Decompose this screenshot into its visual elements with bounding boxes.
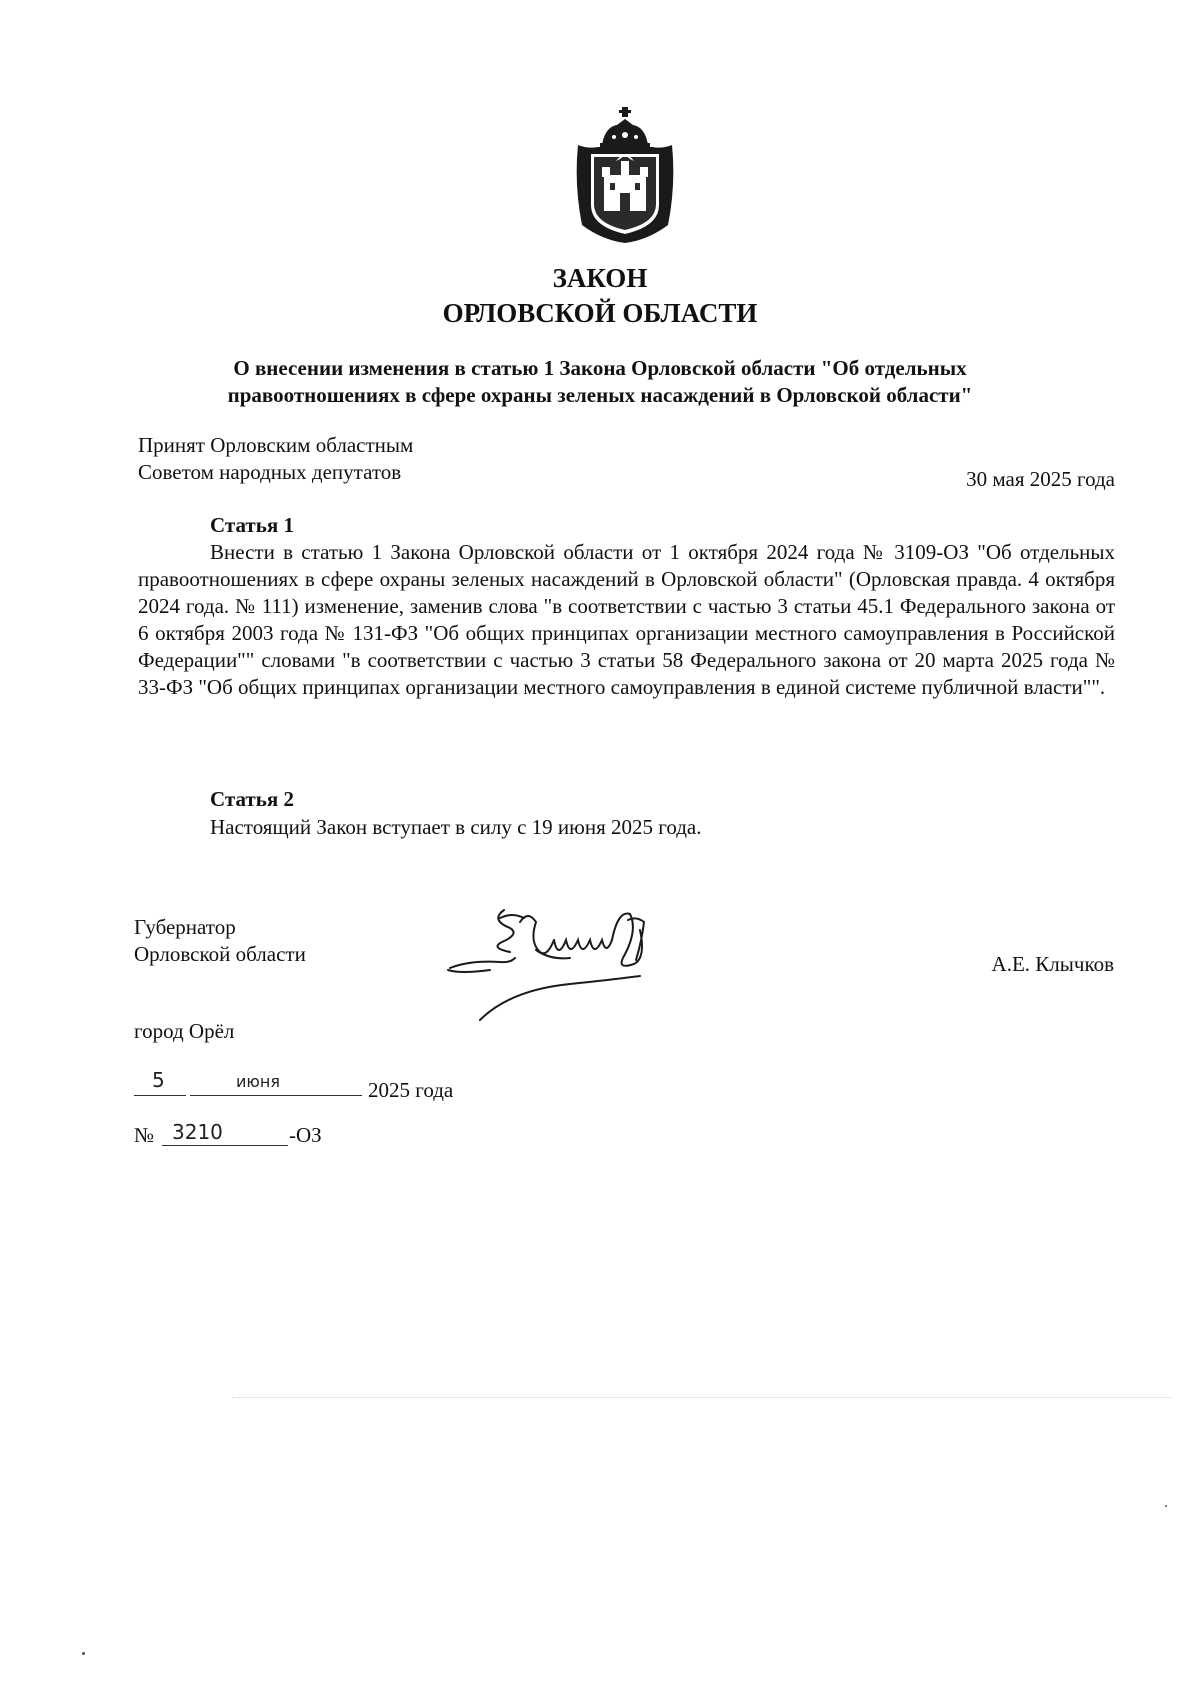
scan-artifact-line	[232, 1397, 1172, 1398]
law-subtitle-line1: О внесении изменения в статью 1 Закона Орловской области "Об отдельных	[233, 356, 967, 380]
article1-heading: Статья 1	[210, 513, 294, 537]
law-number-suffix: -ОЗ	[289, 1123, 322, 1147]
signing-day: 5	[152, 1068, 165, 1092]
article1-text: Внести в статью 1 Закона Орловской области от 1 октября 2024 года № 3109-ОЗ "Об отдельных правоотношениях в сфере охраны зеленых насаждений в Орловской области" (Орловская правда. 4 октября 2024 года. № 111) изменение, заменив слова "в соответствии с частью 3 статьи 45.1 Федерального закона от 6 октября 2003 года № 131-ФЗ "Об общих принципах организации местного самоуправления в Российской Федерации"" словами "в соответствии с частью 3 статьи 58 Федерального закона от 20 марта 2025 года № 33-ФЗ "Об общих принципах организации местного самоуправления в единой системе публичной власти"".	[138, 540, 1115, 699]
article2-text: Настоящий Закон вступает в силу с 19 июня 2025 года.	[210, 815, 702, 839]
adoption-date: 30 мая 2025 года	[966, 467, 1115, 491]
law-title-line2: ОРЛОВСКОЙ ОБЛАСТИ	[442, 298, 758, 328]
signing-month: июня	[236, 1072, 280, 1091]
coat-of-arms-emblem	[572, 105, 678, 243]
adoption-line1: Принят Орловским областным	[138, 433, 414, 457]
governor-position-line1: Губернатор	[134, 915, 236, 939]
scan-speck	[82, 1652, 85, 1655]
month-underline	[190, 1095, 362, 1096]
law-subtitle-line2: правоотношениях в сфере охраны зеленых насаждений в Орловской области"	[227, 383, 973, 407]
governor-name: А.Е. Клычков	[991, 952, 1114, 976]
law-number-prefix: №	[134, 1123, 155, 1147]
governor-position-line2: Орловской области	[134, 942, 306, 966]
day-underline	[134, 1095, 186, 1096]
number-underline	[162, 1145, 288, 1146]
law-number: 3210	[172, 1120, 223, 1144]
law-title-line1: ЗАКОН	[552, 263, 648, 293]
signing-year: 2025 года	[368, 1078, 454, 1102]
article2-heading: Статья 2	[210, 787, 294, 811]
governor-signature	[440, 900, 680, 1030]
adoption-line2: Советом народных депутатов	[138, 460, 402, 484]
scan-speck	[1165, 1505, 1167, 1507]
city-label: город Орёл	[134, 1019, 235, 1043]
